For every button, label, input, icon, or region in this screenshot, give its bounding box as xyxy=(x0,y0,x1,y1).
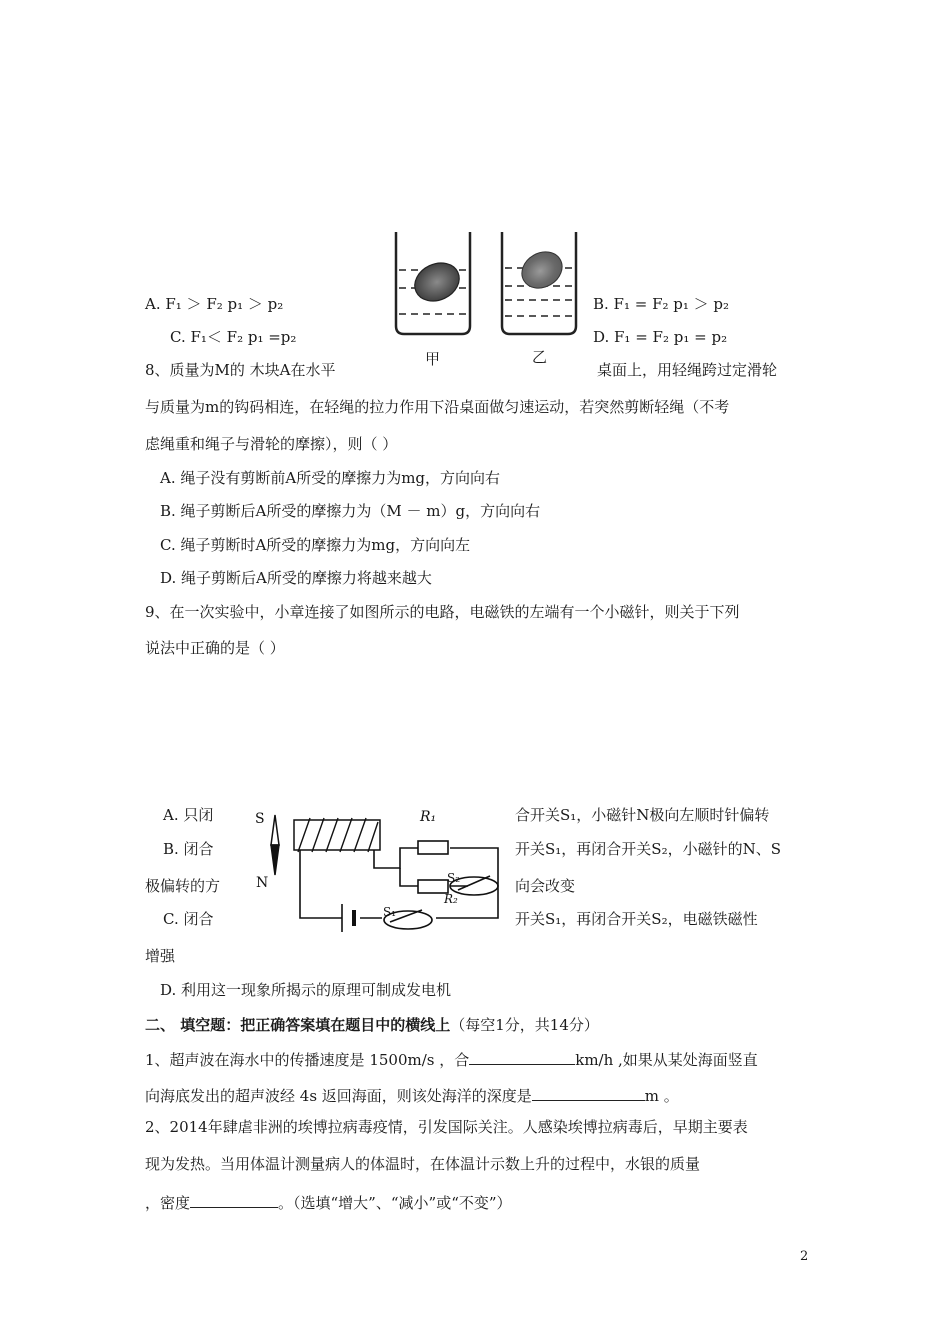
q7-option-c: C. F₁＜ F₂ p₁ =p₂ xyxy=(170,328,297,346)
section2-note: （每空1分，共14分） xyxy=(450,1016,599,1034)
compass-needle xyxy=(271,815,279,875)
q9-option-a-right: 合开关S₁，小磁针N极向左顺时针偏转 xyxy=(515,806,770,824)
q9-option-d: D. 利用这一现象所揭示的原理可制成发电机 xyxy=(160,981,452,999)
q9-option-c-left: C. 闭合 xyxy=(163,910,214,928)
fill2-line3 xyxy=(145,1191,512,1213)
fill1-text-a: 1、超声波在海水中的传播速度是 1500m/s ，合 xyxy=(145,1051,470,1069)
fill2-line2: 现为发热。当用体温计测量病人的体温时，在体温计示数上升的过程中，水银的质量 xyxy=(145,1155,701,1173)
section2-heading xyxy=(145,1015,599,1035)
q9-option-c-cont: 增强 xyxy=(145,947,176,965)
q8-option-a: A. 绳子没有剪断前A所受的摩擦力为mg，方向向右 xyxy=(160,469,501,487)
label-s2: S₂ xyxy=(447,871,461,885)
q8-option-b: B. 绳子剪断后A所受的摩擦力为（M － m）g，方向向右 xyxy=(160,502,541,520)
egg-jia xyxy=(409,256,466,308)
q9-line1: 9、在一次实验中，小章连接了如图所示的电路，电磁铁的左端有一个小磁针，则关于下列 xyxy=(145,603,740,621)
fill1-blank-speed[interactable] xyxy=(469,1048,575,1065)
q8-line2: 与质量为m的钩码相连，在轻绳的拉力作用下沿桌面做匀速运动，若突然剪断轻绳（不考 xyxy=(145,398,730,416)
battery xyxy=(342,904,354,932)
label-r1: R₁ xyxy=(420,809,437,825)
beaker-yi xyxy=(502,232,576,334)
fill2-text-a: ，密度 xyxy=(145,1194,191,1212)
beaker-figure xyxy=(388,228,588,373)
fill1-text-b: km/h ,如果从某处海面竖直 xyxy=(575,1051,758,1069)
q9-option-b-right: 开关S₁，再闭合开关S₂，小磁针的N、S xyxy=(515,840,781,858)
fill1-text-c: 向海底发出的超声波经 4s 返回海面，则该处海洋的深度是 xyxy=(145,1087,532,1105)
label-jia: 甲 xyxy=(425,350,441,368)
fill2-text-b: 。（选填“增大”、“减小”或“不变”） xyxy=(278,1194,512,1212)
q7-option-d: D. F₁ = F₂ p₁ = p₂ xyxy=(593,328,728,346)
fill2-blank-density[interactable] xyxy=(190,1191,278,1208)
q8-line3: 虑绳重和绳子与滑轮的摩擦），则（ ） xyxy=(145,435,398,453)
label-n-pole: N xyxy=(256,875,269,891)
fill1-blank-depth[interactable] xyxy=(532,1084,645,1101)
q7-option-b: B. F₁ = F₂ p₁ ＞ p₂ xyxy=(593,295,730,313)
label-s1: S₁ xyxy=(383,905,397,919)
q9-option-b-left: B. 闭合 xyxy=(163,840,214,858)
q7-option-a: A. F₁ ＞ F₂ p₁ ＞ p₂ xyxy=(145,295,284,313)
electromagnet-coil xyxy=(294,818,380,852)
circuit-wires xyxy=(300,848,498,918)
label-s-pole: S xyxy=(255,811,265,827)
page-number: 2 xyxy=(800,1249,809,1264)
q9-line2: 说法中正确的是（ ） xyxy=(145,639,285,657)
egg-yi xyxy=(515,245,568,295)
q8-line1-left: 8、质量为M的 木块A在水平 xyxy=(145,361,336,379)
fill1-text-d: m 。 xyxy=(644,1087,679,1105)
resistor-r1 xyxy=(418,841,448,854)
q9-option-b-cont-left: 极偏转的方 xyxy=(145,877,221,895)
label-r2: R₂ xyxy=(444,892,458,906)
q8-option-d: D. 绳子剪断后A所受的摩擦力将越来越大 xyxy=(160,569,432,587)
fill1-line2 xyxy=(145,1084,679,1106)
q9-option-b-cont-right: 向会改变 xyxy=(515,877,576,895)
section2-title: 二、 填空题：把正确答案填在题目中的横线上 xyxy=(145,1016,451,1034)
q8-line1-right: 桌面上，用轻绳跨过定滑轮 xyxy=(597,361,778,379)
q9-option-c-right: 开关S₁，再闭合开关S₂，电磁铁磁性 xyxy=(515,910,758,928)
label-yi: 乙 xyxy=(532,348,548,366)
q9-option-a-left: A. 只闭 xyxy=(163,806,214,824)
circuit-figure xyxy=(250,800,510,940)
q8-option-c: C. 绳子剪断时A所受的摩擦力为mg，方向向左 xyxy=(160,536,471,554)
beaker-jia xyxy=(396,232,470,334)
fill1-line1 xyxy=(145,1048,758,1070)
fill2-line1: 2、2014年肆虐非洲的埃博拉病毒疫情，引发国际关注。人感染埃博拉病毒后，早期主要表 xyxy=(145,1118,748,1136)
